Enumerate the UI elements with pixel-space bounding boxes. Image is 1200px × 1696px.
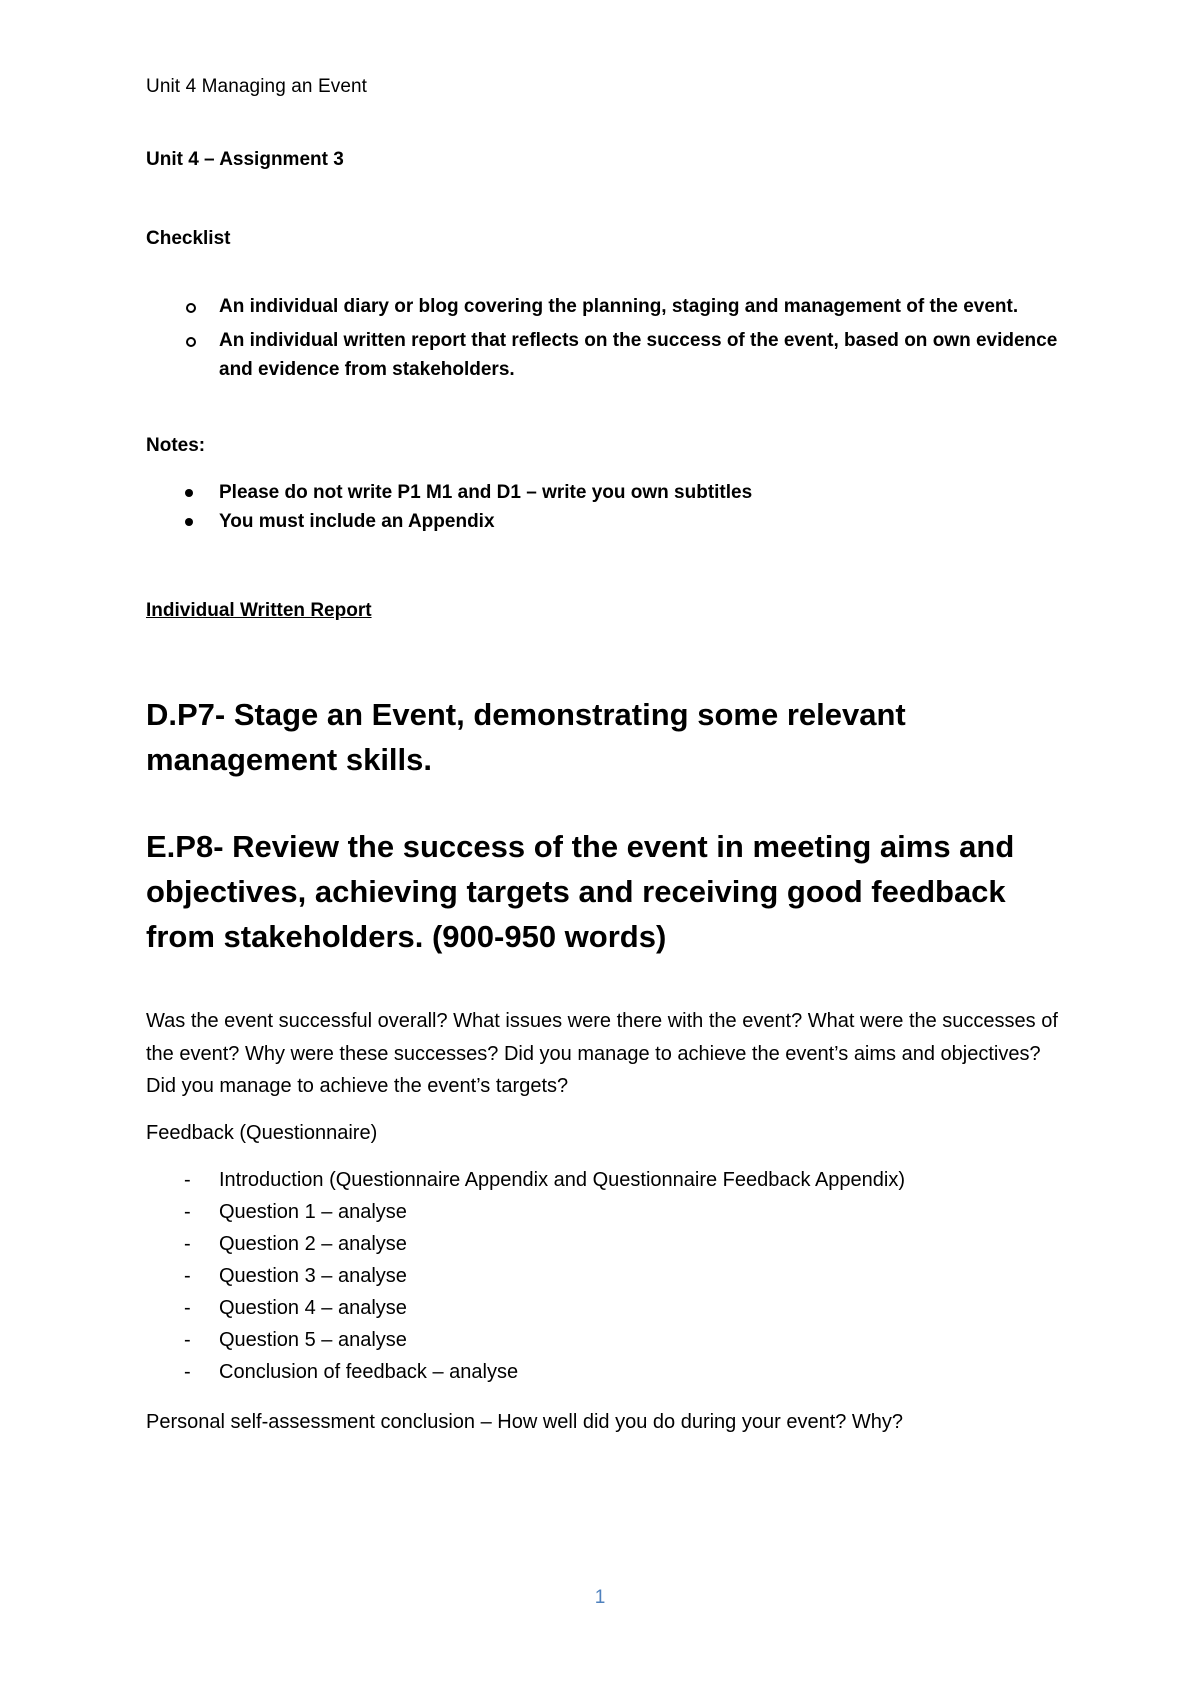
filled-dot-icon [185, 518, 193, 526]
checklist-item-text: An individual written report that reflects on the success of the event, based on own evidence and evidence from stakeholders. [219, 330, 1058, 380]
feedback-item [146, 1324, 905, 1356]
page-number: 1 [594, 1587, 606, 1608]
feedback-item-text: Question 2 – analyse [219, 1233, 407, 1255]
dash-icon: - [184, 1265, 191, 1287]
feedback-item-text: Question 5 – analyse [219, 1329, 407, 1351]
checklist-item-text: An individual diary or blog covering the planning, staging and management of the event. [219, 296, 1019, 317]
feedback-label: Feedback (Questionnaire) [146, 1122, 378, 1144]
filled-dot-icon [185, 489, 193, 497]
feedback-item-text: Conclusion of feedback – analyse [219, 1361, 519, 1383]
criterion-heading-p7: D.P7- Stage an Event, demonstrating some relevant management skills. [146, 697, 906, 777]
assignment-title: Unit 4 – Assignment 3 [146, 149, 344, 170]
notes-list [146, 478, 752, 536]
feedback-item-text: Question 3 – analyse [219, 1265, 407, 1287]
notes-item [146, 478, 752, 507]
hollow-circle-icon [186, 337, 196, 347]
feedback-item-text: Question 1 – analyse [219, 1201, 407, 1223]
dash-icon: - [184, 1297, 191, 1319]
feedback-item [146, 1228, 905, 1260]
checklist-item [146, 326, 1066, 384]
dash-icon: - [184, 1233, 191, 1255]
criterion-heading-p8: E.P8- Review the success of the event in meeting aims and objectives, achieving targets and receiving good feedback from stakeholders. (900-950 words) [146, 829, 1015, 954]
feedback-item [146, 1356, 905, 1388]
notes-item-text: Please do not write P1 M1 and D1 – write you own subtitles [219, 482, 753, 503]
report-heading: Individual Written Report [146, 600, 372, 621]
feedback-item-text: Introduction (Questionnaire Appendix and Questionnaire Feedback Appendix) [219, 1169, 906, 1191]
feedback-item [146, 1196, 905, 1228]
dash-icon: - [184, 1201, 191, 1223]
feedback-item [146, 1292, 905, 1324]
conclusion-paragraph: Personal self-assessment conclusion – How well did you do during your event? Why? [146, 1411, 904, 1433]
notes-item-text: You must include an Appendix [219, 511, 495, 532]
dash-icon: - [184, 1329, 191, 1351]
checklist-item [146, 292, 1066, 321]
notes-heading: Notes: [146, 435, 206, 456]
feedback-item [146, 1164, 905, 1196]
dash-icon: - [184, 1361, 191, 1383]
checklist [146, 292, 1066, 389]
checklist-heading: Checklist [146, 228, 231, 249]
feedback-item-text: Question 4 – analyse [219, 1297, 407, 1319]
feedback-list [146, 1164, 905, 1388]
feedback-item [146, 1260, 905, 1292]
dash-icon: - [184, 1169, 191, 1191]
notes-item [146, 507, 752, 536]
questions-paragraph: Was the event successful overall? What issues were there with the event? What were the successes of the event? Why were these successes? Did you manage to achieve the event’s aims and objectives? Did you manage to achieve the event’s targets? [146, 1010, 1058, 1097]
running-header: Unit 4 Managing an Event [146, 76, 368, 97]
hollow-circle-icon [186, 303, 196, 313]
